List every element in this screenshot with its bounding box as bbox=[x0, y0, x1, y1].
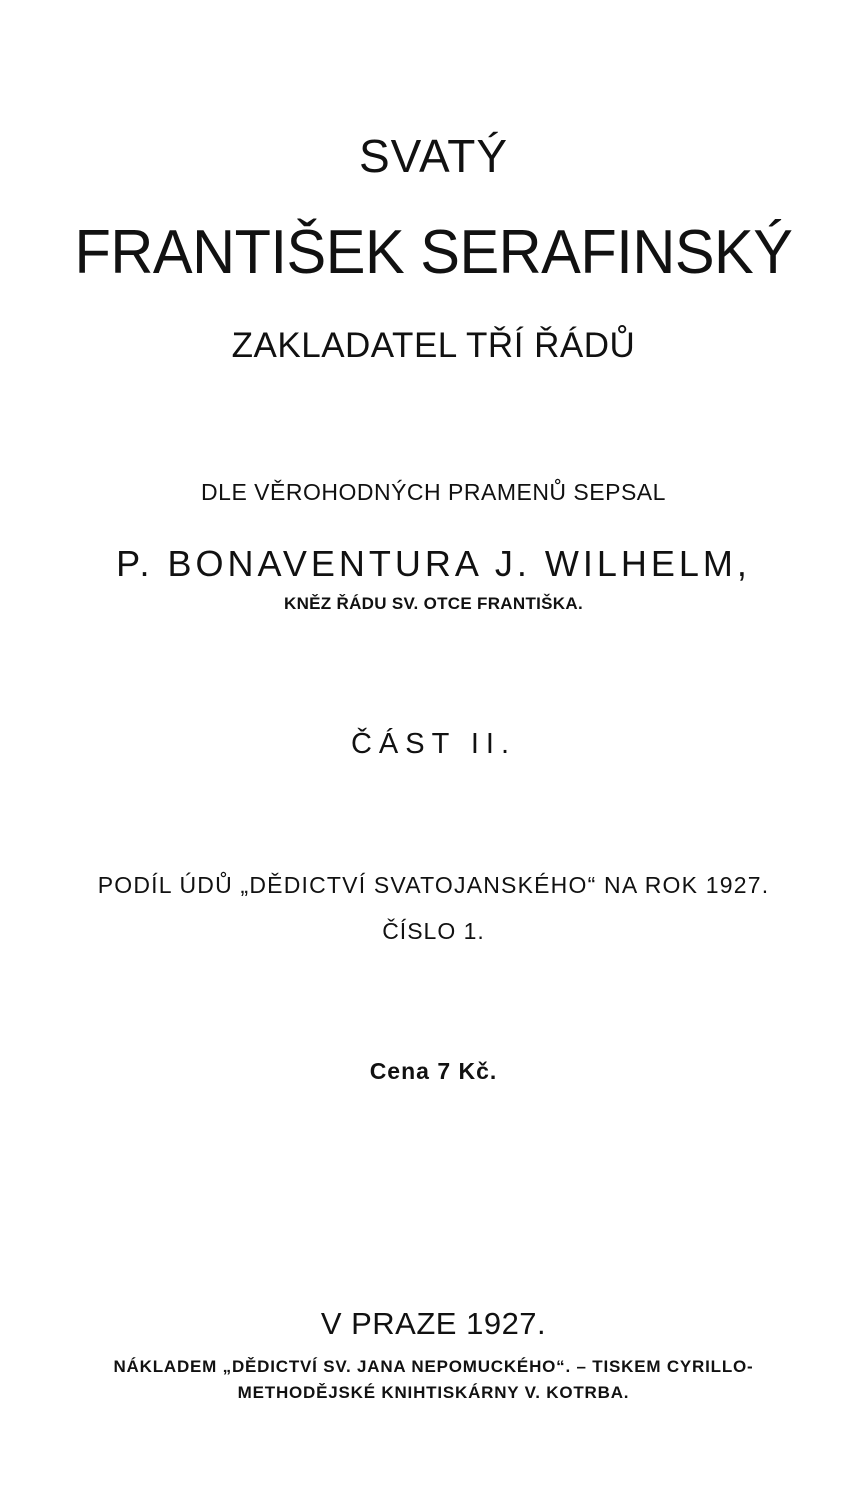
part-number: ČÁST II. bbox=[350, 728, 517, 760]
place-and-year: V PRAZE 1927. bbox=[320, 1306, 547, 1341]
publisher-line-1: NÁKLADEM „DĚDICTVÍ SV. JANA NEPOMUCKÉHO“. – TISKEM CYRILLO- bbox=[113, 1357, 754, 1376]
society-share-note: PODÍL ÚDŮ „DĚDICTVÍ SVATOJANSKÉHO“ NA ROK 1927. bbox=[97, 872, 770, 898]
title-line-2: FRANTIŠEK SERAFINSKÝ bbox=[74, 218, 793, 287]
author-name: P. BONAVENTURA J. WILHELM, bbox=[116, 543, 751, 584]
issue-number: ČÍSLO 1. bbox=[382, 918, 485, 944]
author-role: KNĚZ ŘÁDU SV. OTCE FRANTIŠKA. bbox=[284, 594, 583, 613]
title-line-1: SVATÝ bbox=[359, 130, 508, 182]
price: Cena 7 Kč. bbox=[369, 1058, 498, 1084]
byline: DLE VĚROHODNÝCH PRAMENŮ SEPSAL bbox=[201, 479, 666, 505]
subtitle: ZAKLADATEL TŘÍ ŘÁDŮ bbox=[231, 326, 636, 365]
publisher-line-2: METHODĚJSKÉ KNIHTISKÁRNY V. KOTRBA. bbox=[237, 1383, 630, 1402]
